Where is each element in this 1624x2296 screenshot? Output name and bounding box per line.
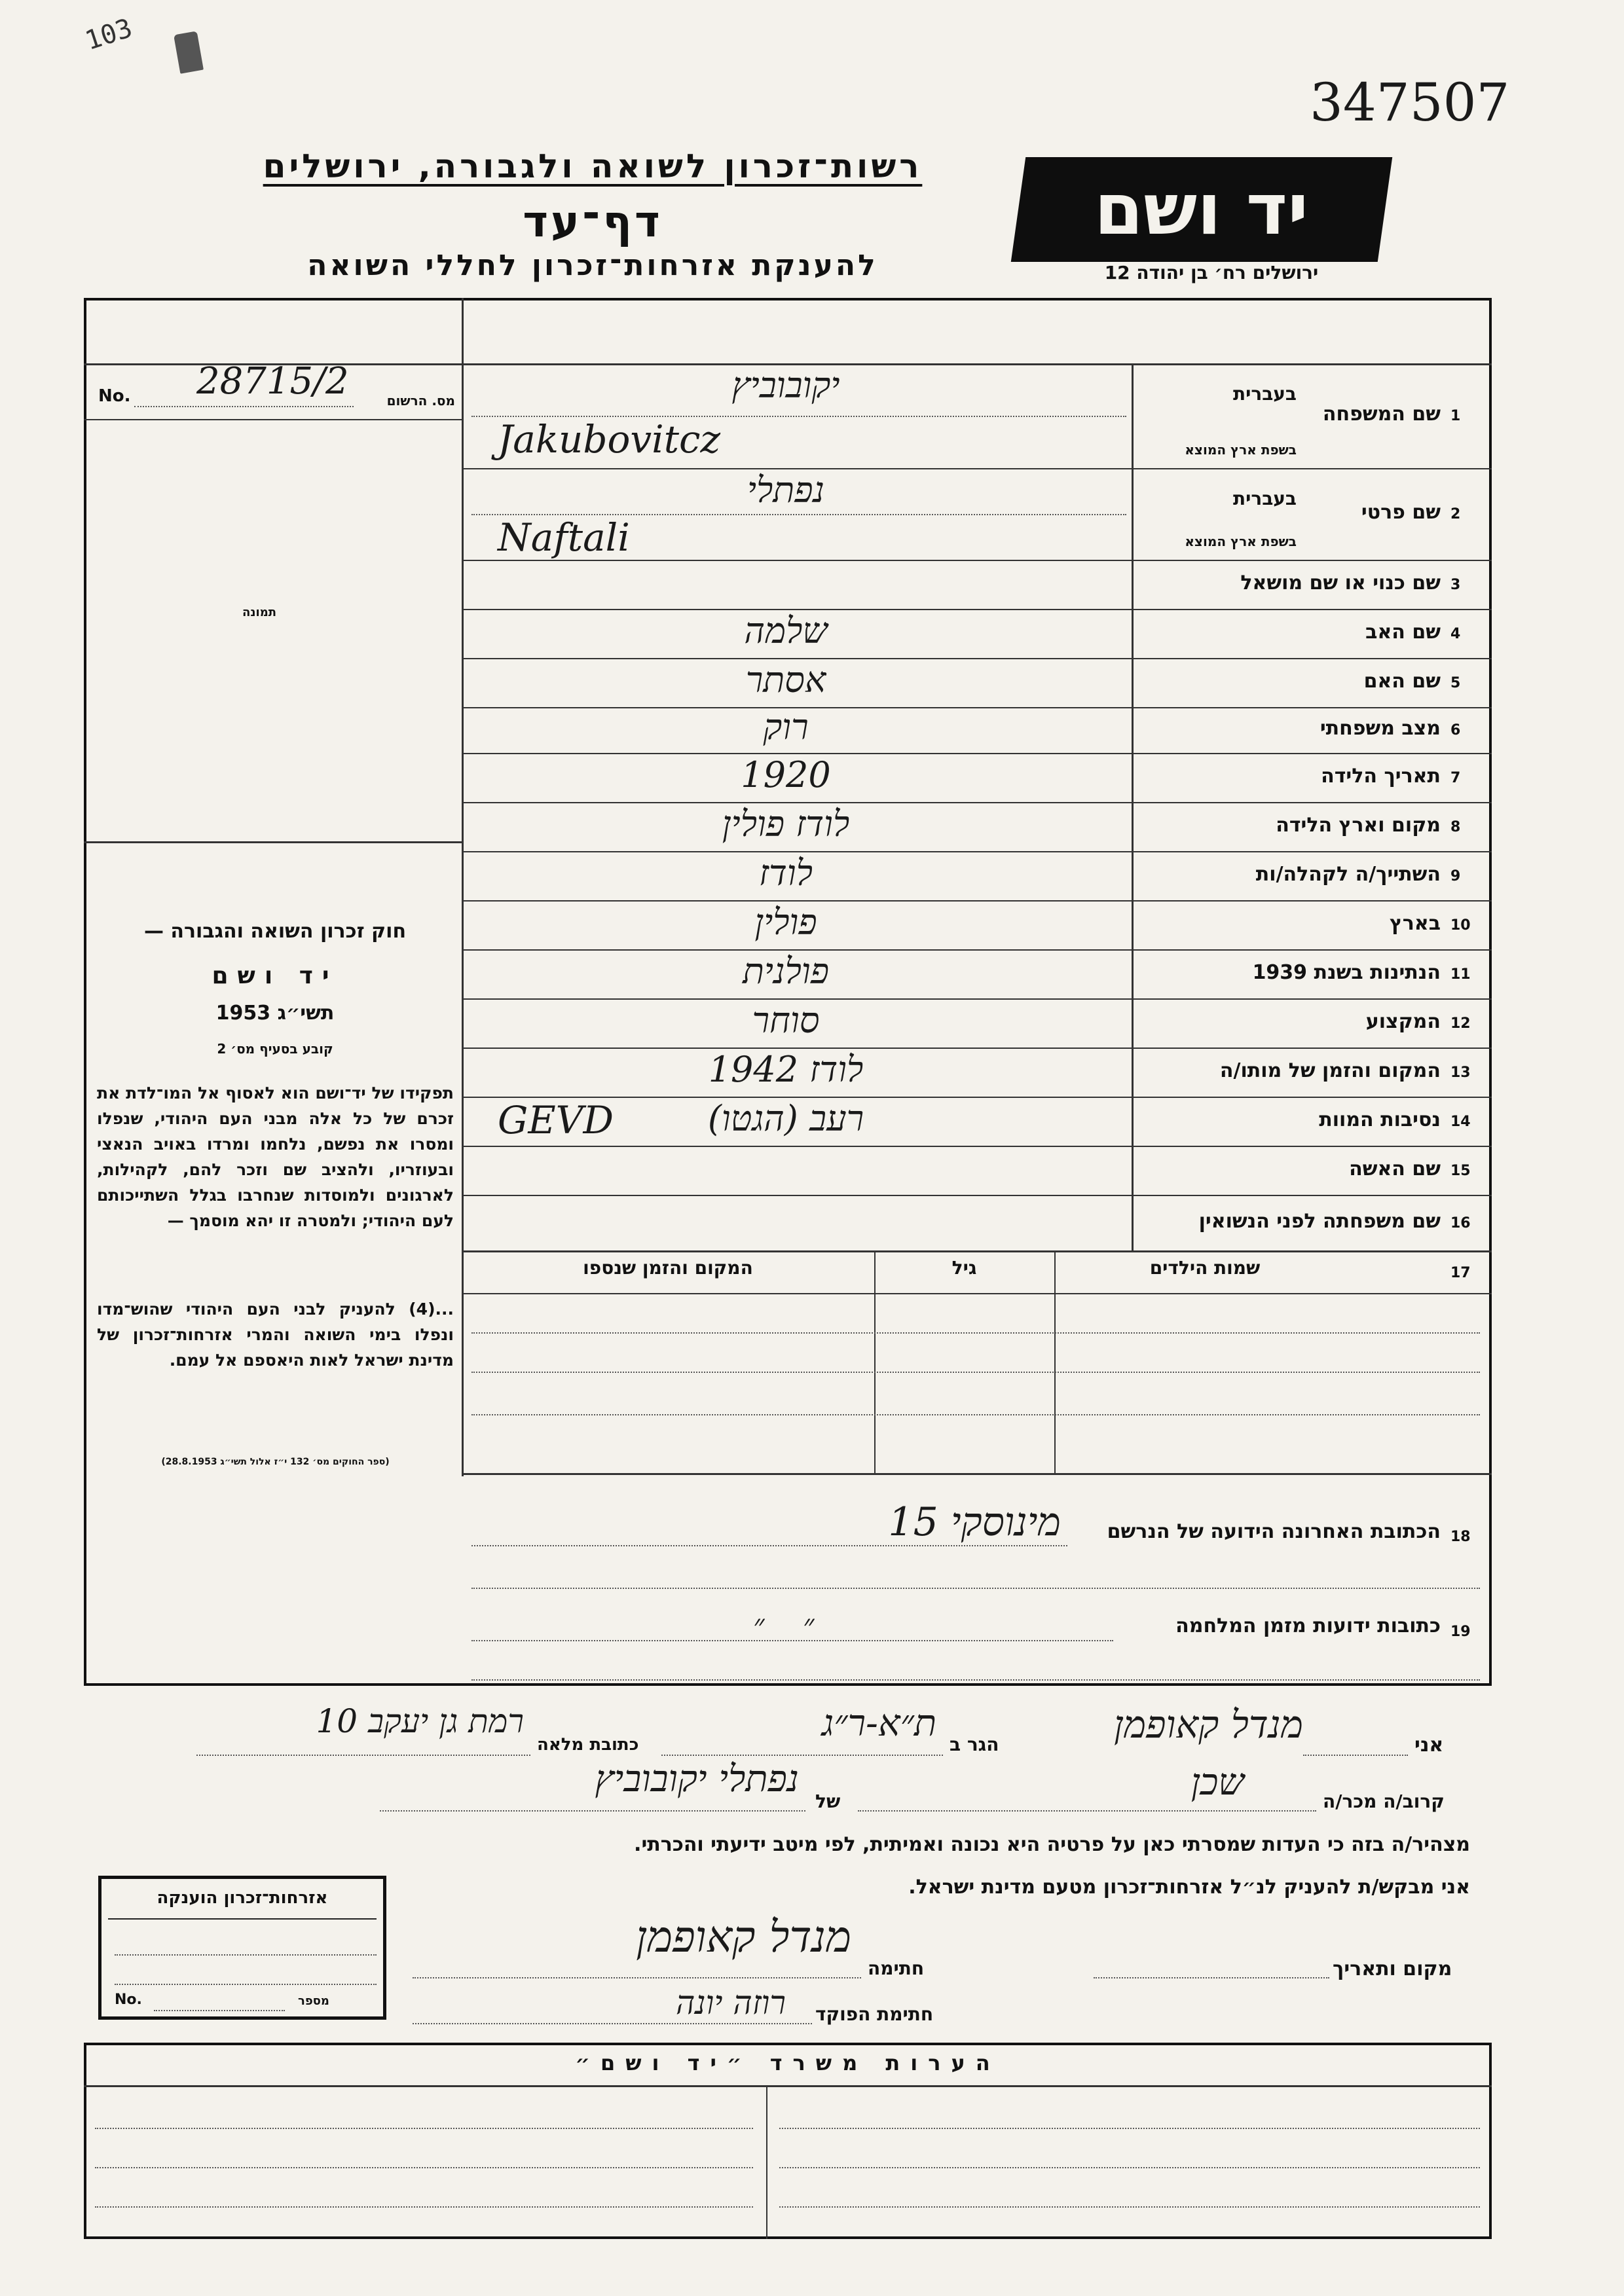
decl-signature-value: מנדל קאופמן	[636, 1912, 851, 1962]
field-11-number: 11	[1450, 966, 1471, 983]
field-7-label: תאריך הלידה	[1321, 765, 1441, 788]
yad-vashem-logo	[1011, 157, 1392, 262]
field-6-value: רוק	[763, 706, 809, 748]
top-left-mark: 103	[81, 12, 136, 57]
children-col-names: שמות הילדים	[1149, 1257, 1261, 1279]
field-4-value: שלמה	[744, 610, 828, 651]
field-4-number: 4	[1450, 626, 1461, 642]
field-8-number: 8	[1450, 819, 1461, 835]
field-1-value-latin: Jakubovitcz	[498, 417, 721, 462]
decl-of-label: של	[815, 1791, 841, 1812]
notes-title: הערות משרד ״יד ושם״	[575, 2050, 1001, 2075]
field-17-number: 17	[1450, 1265, 1471, 1281]
citizenship-number-label: מספר	[298, 1994, 329, 2008]
field-3-number: 3	[1450, 577, 1461, 593]
field-1-sub-hebrew: בעברית	[1232, 383, 1297, 405]
address-last-value: מינוסקי 15	[888, 1499, 1061, 1545]
field-9-number: 9	[1450, 868, 1461, 884]
field-14-value-latin: GEVD	[498, 1098, 614, 1142]
logo-address: ירושלים רח׳ בן יהודה 12	[1104, 262, 1319, 283]
field-14-value: רעב (הגטו)	[707, 1098, 864, 1139]
field-14-label: נסיבות המוות	[1319, 1108, 1441, 1131]
field-18-number: 18	[1450, 1529, 1471, 1545]
field-13-label: המקום והזמן של מותו/ה	[1219, 1059, 1441, 1082]
field-2-label: שם פרטי	[1361, 501, 1441, 524]
field-16-label: שם משפחתה לפני הנשואין	[1198, 1210, 1441, 1233]
children-col-place: המקום והזמן שנספו	[583, 1257, 753, 1279]
address-last-label: הכתובת האחרונה הידועה של הנרשם	[1107, 1520, 1441, 1543]
field-9-label: השתייך/ה לקהלה/ות	[1255, 863, 1441, 886]
org-line: רשות־זכרון לשואה ולגבורה, ירושלים	[263, 147, 923, 185]
law-name: יד ושם	[212, 962, 339, 989]
field-14-number: 14	[1450, 1114, 1471, 1130]
field-2-value: נפתלי	[747, 469, 825, 511]
form-title: דף־עד	[523, 196, 663, 247]
field-12-value: סוחר	[752, 1000, 820, 1041]
decl-place-date-label: מקום ותאריך	[1333, 1958, 1452, 1980]
corner-number: 347507	[1310, 72, 1510, 133]
field-9-value: לודז	[758, 852, 813, 894]
law-paragraph-1: תפקידו של יד־ושם הוא לאסוף אל המו־לדת את זכרם של כל אלה מבני העם היהודי, שנפלו ומסרו את נפשם, נלחמו ומרדו באויב הנאצי ובעוזריו, ולהציב שם וזכר להם, לקהילות, לארגונים ולמוסדות שנחרבו בגלל השתייכותם לעם היהודי; ולמטרה זו יהא מוסמך —	[97, 1084, 454, 1230]
field-15-label: שם האשה	[1349, 1157, 1441, 1180]
decl-resides-label: הגר ב	[950, 1734, 999, 1755]
field-6-number: 6	[1450, 722, 1461, 738]
field-15-number: 15	[1450, 1163, 1471, 1179]
field-5-label: שם האם	[1363, 670, 1441, 693]
corner-stamp-icon	[174, 31, 204, 73]
decl-relation-label: קרוב/ה מכר/ה	[1323, 1791, 1445, 1812]
logo-text: יד ושם	[1094, 168, 1309, 251]
field-5-value: אסתר	[745, 659, 826, 701]
field-6-label: מצב משפחתי	[1320, 717, 1441, 740]
citizenship-no-label: No.	[115, 1992, 142, 2008]
field-8-value: לודז פולין	[722, 803, 850, 845]
field-13-number: 13	[1450, 1065, 1471, 1081]
field-4-label: שם האב	[1365, 621, 1441, 644]
law-title: חוק זכרון השואה והגבורה —	[143, 920, 407, 943]
field-11-label: הנתינות בשנת 1939	[1252, 961, 1441, 984]
field-13-value: לודז 1942	[708, 1049, 864, 1090]
decl-resides-value: ת״א-ר״ג	[821, 1702, 936, 1745]
decl-statement-2: אני מבקש/ת להעניק לנ״ל אזרחות־זכרון מטעם מדינת ישראל.	[908, 1876, 1470, 1899]
citizenship-box	[98, 1876, 386, 2020]
field-10-value: פולין	[754, 902, 817, 943]
field-10-label: בארץ	[1389, 912, 1441, 935]
field-1-sub-origin: בשפת ארץ המוצא	[1185, 442, 1297, 458]
field-1-number: 1	[1450, 408, 1461, 424]
address-war-label: כתובות ידועות מזמן המלחמה	[1175, 1614, 1441, 1637]
decl-of-value: נפתלי יקובוביץ	[595, 1758, 799, 1800]
law-citation: (ספר החוקים מס׳ 132 י״ז אלול תשי״ג 28.8.1953)	[161, 1457, 390, 1467]
field-19-number: 19	[1450, 1624, 1471, 1640]
field-16-number: 16	[1450, 1215, 1471, 1231]
field-8-label: מקום וארץ הלידה	[1276, 814, 1441, 837]
decl-signature-label: חתימה	[868, 1958, 925, 1979]
field-3-label: שם כנוי או שם מושאל	[1240, 572, 1441, 594]
field-11-value: פולנית	[742, 951, 830, 992]
decl-address-value: רמת גן יעקב 10	[316, 1702, 524, 1740]
field-2-value-latin: Naftali	[498, 515, 630, 560]
address-war-value: ״ ״	[753, 1607, 815, 1643]
law-paragraph-2: ...(4) להעניק לבני העם היהודי שהוש־מדו ונפלו בימי השואה והמרי אזרחות־זכרון של מדינת ישראל לאות היאספם אל עמם.	[97, 1300, 454, 1370]
decl-official-label: חתימת הפוקד	[815, 2003, 934, 2025]
children-col-age: גיל	[951, 1257, 977, 1279]
field-7-value: 1920	[741, 754, 831, 795]
law-year: תשי״ג 1953	[215, 1002, 335, 1025]
decl-ani: אני	[1414, 1734, 1444, 1757]
field-2-number: 2	[1450, 506, 1461, 522]
reg-label: מס. הרשום	[386, 393, 455, 409]
field-12-number: 12	[1450, 1015, 1471, 1032]
field-10-number: 10	[1450, 917, 1471, 934]
field-5-number: 5	[1450, 675, 1461, 691]
decl-official-value: רוזה יונה	[676, 1984, 786, 2022]
field-1-label: שם המשפחה	[1322, 403, 1441, 426]
decl-name: מנדל קאופמן	[1114, 1702, 1303, 1747]
form-subtitle: להענקת אזרחות־זכרון לחללי השואה	[307, 249, 878, 282]
field-2-sub-hebrew: בעברית	[1232, 488, 1297, 509]
field-7-number: 7	[1450, 770, 1461, 786]
photo-label: תמונה	[242, 606, 277, 619]
reg-no-label: No.	[98, 386, 131, 406]
decl-relation-value: שכן	[1190, 1761, 1244, 1804]
citizenship-title: אזרחות־זכרון הוענקה	[157, 1888, 328, 1908]
field-1-value: יקובוביץ	[731, 365, 840, 406]
decl-address-label: כתובת מלאה	[537, 1735, 639, 1755]
field-2-sub-origin: בשפת ארץ המוצא	[1185, 534, 1297, 549]
field-12-label: המקצוע	[1365, 1010, 1441, 1033]
decl-statement-1: מצהיר/ה בזה כי העדות שמסרתי כאן על פרטיה היא נכונה ואמיתית, לפי מיטב ידיעתי והכרתי.	[634, 1833, 1470, 1856]
law-clause: קובע בסעיף מס׳ 2	[217, 1041, 333, 1057]
reg-value: 28715/2	[196, 360, 349, 403]
